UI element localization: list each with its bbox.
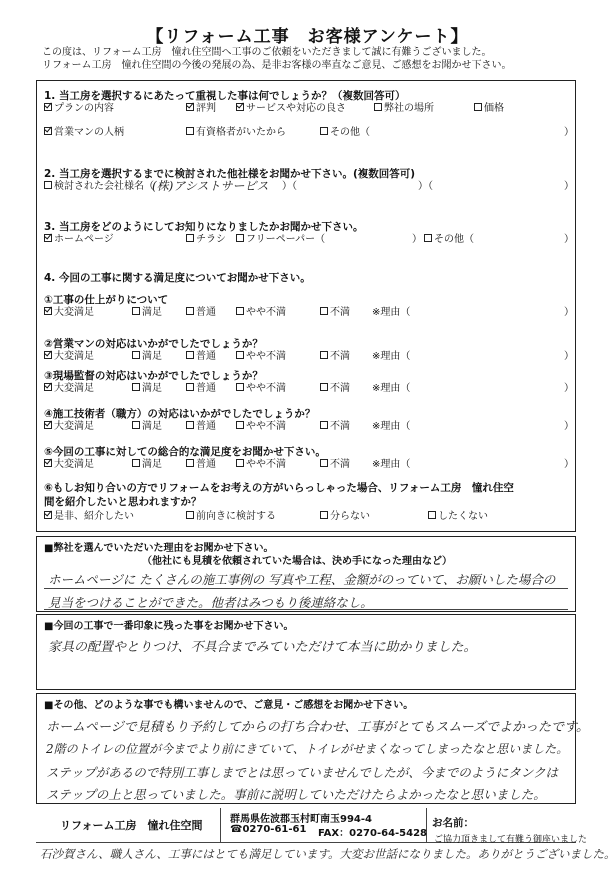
q4-item-option[interactable]: 普通 [186,382,216,395]
checkbox-icon [186,383,194,391]
footer-phone: ☎0270-61-61 [230,824,307,835]
checkbox-checked-icon [44,234,52,242]
comment-line-2: 2階のトイレの位置が今までより前にきていて、トイレがせまくなってしまったなと思いました。 [46,742,569,756]
comment-line-3: ステップがあるので特別工事しまでとは思っていませんでしたが、今までのようにタンクは [46,765,559,780]
checkbox-checked-icon [44,307,52,315]
q3-option-freepaper[interactable]: フリーペーパー（ [236,233,325,246]
q2-company-label: 検討された会社様名（ [44,180,154,193]
q4-item-option[interactable]: やや不満 [236,382,286,395]
q6-question-line1: ⑥もしお知り合いの方でリフォームをお考えの方がいらっしゃった場合、リフォーム工房 憧れ住空 [44,482,514,494]
checkbox-icon [236,351,244,359]
checkbox-icon [320,421,328,429]
checkbox-icon [474,103,482,111]
q4-close-paren: ） [564,421,574,432]
q4-reason-label: ※理由（ [372,421,411,432]
checkbox-icon [320,127,328,135]
checkbox-icon [424,234,432,242]
q4-close-paren: ） [564,459,574,470]
footer-thanks: ご協力頂きまして有難う御座いました [434,835,588,845]
q4-close-paren: ） [564,351,574,362]
reason-heading: ■弊社を選んでいただいた理由をお聞かせ下さい。 [44,543,274,554]
q1-option-plan[interactable]: プランの内容 [44,102,114,115]
q3-paren: ） [412,234,422,245]
checkbox-icon [320,351,328,359]
checkbox-checked-icon [44,511,52,519]
q4-item-option[interactable]: やや不満 [236,458,286,471]
q4-item-option[interactable]: 普通 [186,350,216,363]
q2-paren-2: ）（ [418,181,433,192]
checkbox-icon [236,234,244,242]
q1-option-reputation[interactable]: 評判 [186,102,216,115]
reason-subheading: （他社にも見積を依頼されていた場合は、決め手になった理由など） [142,556,452,567]
checkbox-icon [186,127,194,135]
q4-item-option[interactable]: 大変満足 [44,350,94,363]
checkbox-icon [132,307,140,315]
q3-question: 3. 当工房をどのようにしてお知りになりましたかお聞かせ下さい。 [44,221,364,233]
checkbox-icon [236,459,244,467]
q4-item-option[interactable]: 大変満足 [44,306,94,319]
checkbox-icon [236,421,244,429]
q4-reason-label: ※理由（ [372,351,411,362]
checkbox-icon [132,421,140,429]
impression-heading: ■今回の工事で一番印象に残った事をお聞かせ下さい。 [44,621,294,632]
q4-item-option[interactable]: やや不満 [236,306,286,319]
q4-item-label: ①工事の仕上がりについて [44,294,169,306]
q2-paren-1: ）（ [282,181,297,192]
q4-item-option[interactable]: 不満 [320,382,350,395]
q1-option-service[interactable]: サービスや対応の良さ [236,102,346,115]
q4-item-option[interactable]: 不満 [320,458,350,471]
checkbox-checked-icon [186,103,194,111]
checkbox-icon [186,511,194,519]
checkbox-icon [186,459,194,467]
q4-item-label: ⑤今回の工事に対しての総合的な満足度をお聞かせ下さい。 [44,446,326,458]
checkbox-icon [186,234,194,242]
checkbox-icon [132,459,140,467]
q4-reason-label: ※理由（ [372,459,411,470]
q4-item-option[interactable]: 満足 [132,420,162,433]
q1-option-location[interactable]: 弊社の場所 [374,102,434,115]
checkbox-icon [320,383,328,391]
q4-item-option[interactable]: 満足 [132,458,162,471]
comment-line-1: ホームページで見積もり予約してからの打ち合わせ、工事がとてもスムーズでよかったです。 [46,720,590,735]
q3-option-flyer[interactable]: チラシ [186,233,226,246]
q4-item-option[interactable]: 大変満足 [44,420,94,433]
q4-item-option[interactable]: 満足 [132,306,162,319]
q1-option-salesperson[interactable]: 営業マンの人柄 [44,126,124,139]
checkbox-icon [132,351,140,359]
q4-item-option[interactable]: やや不満 [236,420,286,433]
q4-reason-label: ※理由（ [372,383,411,394]
footer-fax: FAX：0270-64-5428 [318,828,428,839]
checkbox-icon [374,103,382,111]
q4-item-option[interactable]: 不満 [320,306,350,319]
q6-question-line2: 間を紹介したいと思われますか？ [44,496,202,508]
footer-handwritten-note: 石沙賀さん、職人さん、工事にはとても満足しています。大変お世話になりました。ありがとうございました。 [40,847,615,861]
footer-divider [220,808,221,842]
q4-item-option[interactable]: 普通 [186,306,216,319]
q4-question: 4. 今回の工事に関する満足度についてお聞かせ下さい。 [44,272,311,284]
checkbox-checked-icon [44,351,52,359]
q6-option-recommend[interactable]: 是非、紹介したい [44,510,134,523]
checkbox-checked-icon [44,421,52,429]
checkbox-icon [186,351,194,359]
q4-item-option[interactable]: 満足 [132,382,162,395]
checkbox-icon [428,511,436,519]
checkbox-icon [320,459,328,467]
q4-item-label: ③現場監督の対応はいかがでしたでしょうか？ [44,370,263,382]
comments-heading: ■その他、どのような事でも構いませんので、ご意見・ご感想をお聞かせ下さい。 [44,700,414,711]
checkbox-icon [320,511,328,519]
checkbox-icon [236,383,244,391]
checkbox-checked-icon [44,459,52,467]
q4-close-paren: ） [564,307,574,318]
checkbox-icon [186,421,194,429]
q6-option-consider[interactable]: 前向きに検討する [186,510,276,523]
q1-question: 1. 当工房を選択するにあたって重視した事は何でしょうか？（複数回答可） [44,90,406,102]
q4-item-option[interactable]: 大変満足 [44,458,94,471]
q1-option-price[interactable]: 価格 [474,102,504,115]
intro-line-1: この度は、リフォーム工房 憧れ住空間へ工事のご依頼をいただきまして誠に有難うございました。 [42,47,492,58]
reason-answer-line2: 見当をつけることができた。他者はみつもり後連絡なし。 [48,595,373,610]
checkbox-icon [44,181,52,189]
footer-company: リフォーム工房 憧れ住空間 [60,819,203,832]
q2-company-answer: (株)アシストサービス [152,179,269,193]
checkbox-icon [186,307,194,315]
intro-line-2: リフォーム工房 憧れ住空間の今後の発展の為、是非お客様の率直なご意見、ご感想をお聞かせ下さい。 [42,60,512,71]
q1-close-paren: ） [564,127,574,138]
checkbox-checked-icon [44,103,52,111]
q4-item-option[interactable]: 不満 [320,420,350,433]
q6-option-unsure[interactable]: 分らない [320,510,370,523]
checkbox-checked-icon [44,383,52,391]
q4-item-label: ④施工技術者（職方）の対応はいかがでしたでしょうか？ [44,408,316,420]
q4-item-option[interactable]: やや不満 [236,350,286,363]
checkbox-icon [132,383,140,391]
q4-item-label: ②営業マンの対応はいかがでしたでしょうか？ [44,338,263,350]
impression-answer: 家具の配置やとりつけ、不具合までみていただけて本当に助かりました。 [48,640,477,655]
footer-name-label: お名前： [432,817,474,829]
q4-reason-label: ※理由（ [372,307,411,318]
checkbox-checked-icon [236,103,244,111]
q6-option-no[interactable]: したくない [428,510,488,523]
q4-close-paren: ） [564,383,574,394]
q4-item-option[interactable]: 満足 [132,350,162,363]
q1-option-other[interactable]: その他（ [320,126,370,139]
q3-option-other[interactable]: その他（ [424,233,474,246]
q4-item-option[interactable]: 大変満足 [44,382,94,395]
comment-line-4: ステップの上と思っていました。事前に説明していただけたらよかったなと思いました。 [46,787,546,802]
checkbox-icon [236,307,244,315]
checkbox-checked-icon [44,127,52,135]
q3-close-paren: ） [564,234,574,245]
footer-address: 群馬県佐波郡玉村町南玉994-4 [230,814,372,825]
answer-line [44,588,568,589]
checkbox-icon [320,307,328,315]
q4-item-option[interactable]: 不満 [320,350,350,363]
q3-option-homepage[interactable]: ホームページ [44,233,114,246]
q4-item-option[interactable]: 普通 [186,458,216,471]
reason-answer-line1: ホームページに たくさんの施工事例の 写真や工程、金額がのっていて、お願いした場合の [48,572,556,587]
q1-option-qualified[interactable]: 有資格者がいたから [186,126,286,139]
q2-close-paren: ） [564,181,574,192]
q4-item-option[interactable]: 普通 [186,420,216,433]
q2-question: 2. 当工房を選択するまでに検討された他社様をお聞かせ下さい。(複数回答可) [44,168,416,180]
page-title: 【リフォーム工事 お客様アンケート】 [146,27,469,47]
